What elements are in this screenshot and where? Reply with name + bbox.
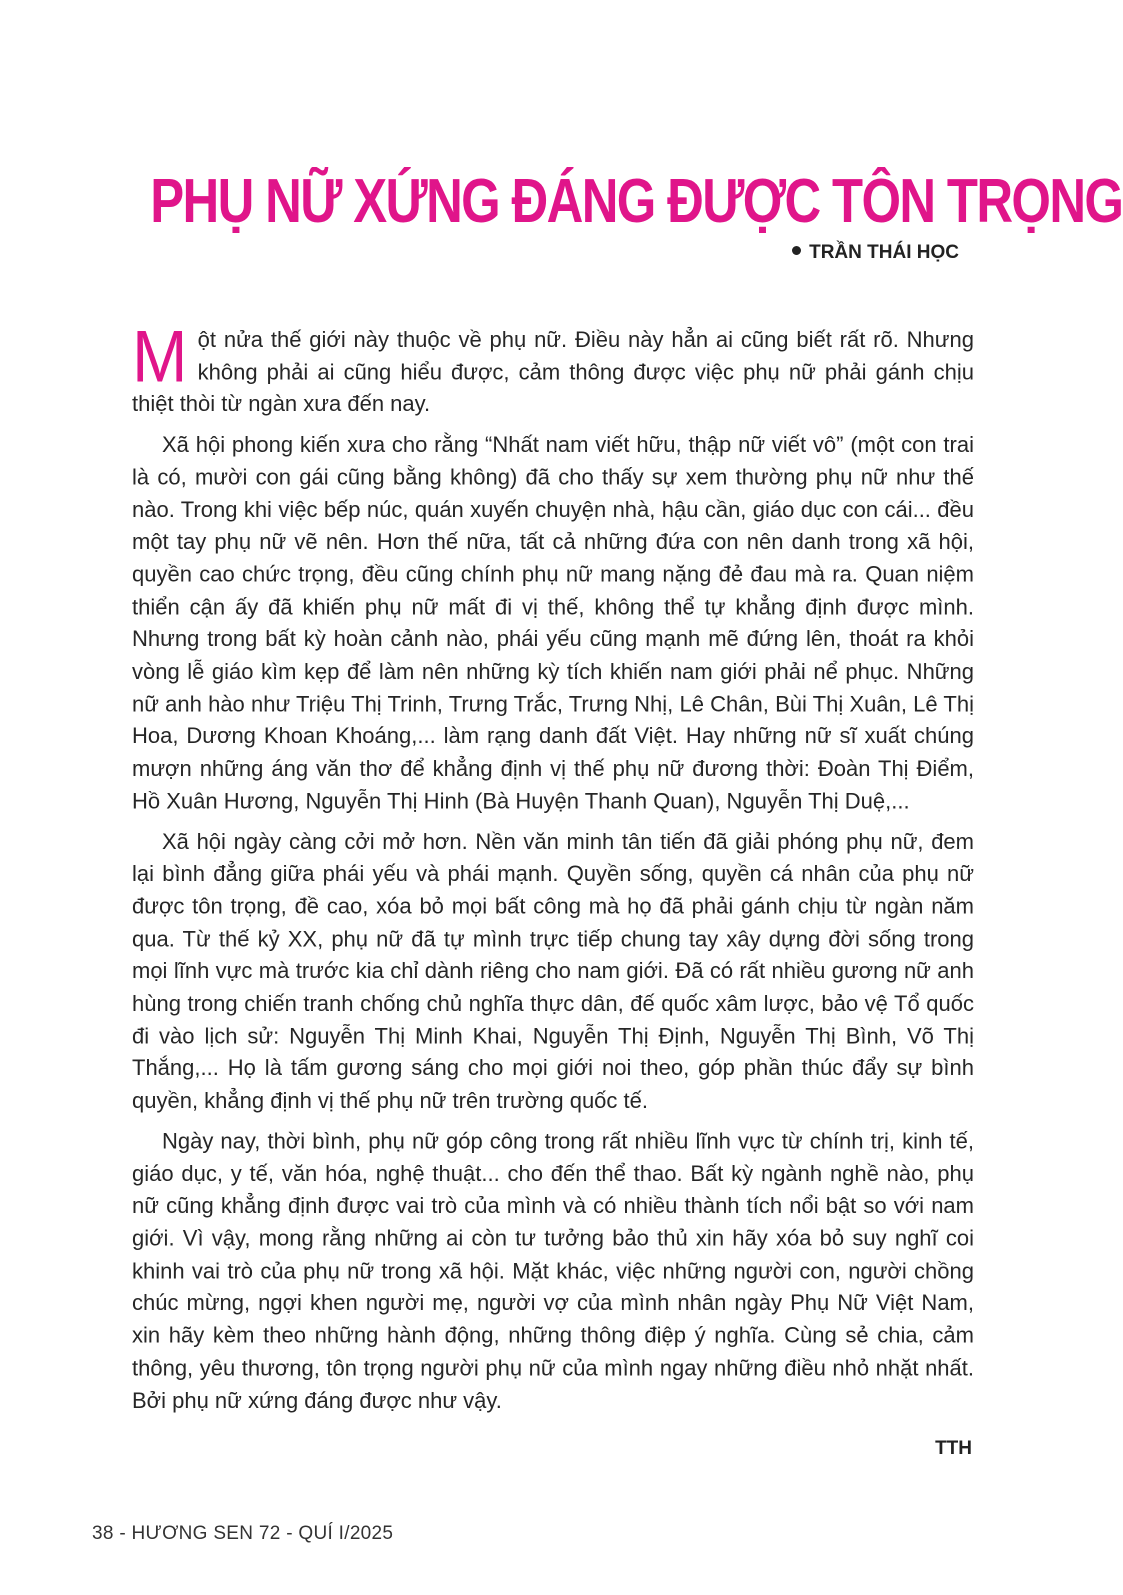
article-body xyxy=(132,315,974,1425)
paragraph-1-text: ột nửa thế giới này thuộc về phụ nữ. Điều này hẳn ai cũng biết rất rõ. Nhưng không phải ai cũng hiểu được, cảm thông được việc phụ nữ phải gánh chịu thiệt thòi từ ngàn xưa đến nay. xyxy=(132,326,974,417)
paragraph-2: Xã hội phong kiến xưa cho rằng “Nhất nam viết hữu, thập nữ viết vô” (một con trai là có, mười con gái cũng bằng không) đã cho thấy sự xem thường phụ nữ như thế nào. Trong khi việc bếp núc, quán xuyến chuyện nhà, hậu cần, giáo dục con cái... đều một tay phụ nữ vẽ nên. Hơn thế nữa, tất cả những đứa con nên danh trong xã hội, quyền cao chức trọng, đều cũng chính phụ nữ mang nặng đẻ đau mà ra. Quan niệm thiển cận ấy đã khiến phụ nữ mất đi vị thế, không thể tự khẳng định được mình. Nhưng trong bất kỳ hoàn cảnh nào, phái yếu cũng mạnh mẽ đứng lên, thoát ra khỏi vòng lễ giáo kìm kẹp để làm nên những kỳ tích khiến nam giới phải nể phục. Những nữ anh hào như Triệu Thị Trinh, Trưng Trắc, Trưng Nhị, Lê Chân, Bùi Thị Xuân, Lê Thị Hoa, Dương Khoan Khoáng,... làm rạng danh đất Việt. Hay những nữ sĩ xuất chúng mượn những áng văn thơ để khẳng định vị thế phụ nữ đương thời: Đoàn Thị Điểm, Hồ Xuân Hương, Nguyễn Thị Hinh (Bà Huyện Thanh Quan), Nguyễn Thị Duệ,... xyxy=(132,432,974,814)
author-name: TRẦN THÁI HỌC xyxy=(809,242,959,263)
paragraph-3: Xã hội ngày càng cởi mở hơn. Nền văn minh tân tiến đã giải phóng phụ nữ, đem lại bình đẳng giữa phái yếu và phái mạnh. Quyền sống, quyền cá nhân của phụ nữ được tôn trọng, đề cao, xóa bỏ mọi bất công mà họ đã phải gánh chịu từ ngàn năm qua. Từ thế kỷ XX, phụ nữ đã tự mình trực tiếp chung tay xây dựng đời sống trong mọi lĩnh vực mà trước kia chỉ dành riêng cho nam giới. Đã có rất nhiều gương nữ anh hùng trong chiến tranh chống chủ nghĩa thực dân, đế quốc xâm lược, bảo vệ Tổ quốc đi vào lịch sử: Nguyễn Thị Minh Khai, Nguyễn Thị Định, Nguyễn Thị Bình, Võ Thị Thắng,... Họ là tấm gương sáng cho mọi giới noi theo, góp phần thúc đẩy sự bình quyền, khẳng định vị thế phụ nữ trên trường quốc tế. xyxy=(132,828,974,1114)
article-title: PHỤ NỮ XỨNG ĐÁNG ĐƯỢC TÔN TRỌNG xyxy=(150,166,1123,236)
author-byline xyxy=(792,240,959,266)
bullet-icon xyxy=(792,246,801,255)
author-initials: TTH xyxy=(935,1438,972,1459)
page-footer: 38 - HƯƠNG SEN 72 - QUÍ I/2025 xyxy=(92,1523,394,1544)
paragraph-4: Ngày nay, thời bình, phụ nữ góp công trong rất nhiều lĩnh vực từ chính trị, kinh tế, giáo dục, y tế, văn hóa, nghệ thuật... cho đến thể thao. Bất kỳ ngành nghề nào, phụ nữ cũng khẳng định được vai trò của mình và có nhiều thành tích nổi bật so với nam giới. Vì vậy, mong rằng những ai còn tư tưởng bảo thủ xin hãy xóa bỏ suy nghĩ coi khinh vai trò của phụ nữ trong xã hội. Mặt khác, việc những người con, người chồng chúc mừng, ngợi khen người mẹ, người vợ của mình nhân ngày Phụ Nữ Việt Nam, xin hãy kèm theo những hành động, những thông điệp ý nghĩa. Cùng sẻ chia, cảm thông, yêu thương, tôn trọng người phụ nữ của mình ngay những điều nhỏ nhặt nhất. Bởi phụ nữ xứng đáng được như vậy. xyxy=(132,1128,974,1413)
drop-cap: M xyxy=(132,315,188,398)
paragraph-1 xyxy=(132,315,974,421)
